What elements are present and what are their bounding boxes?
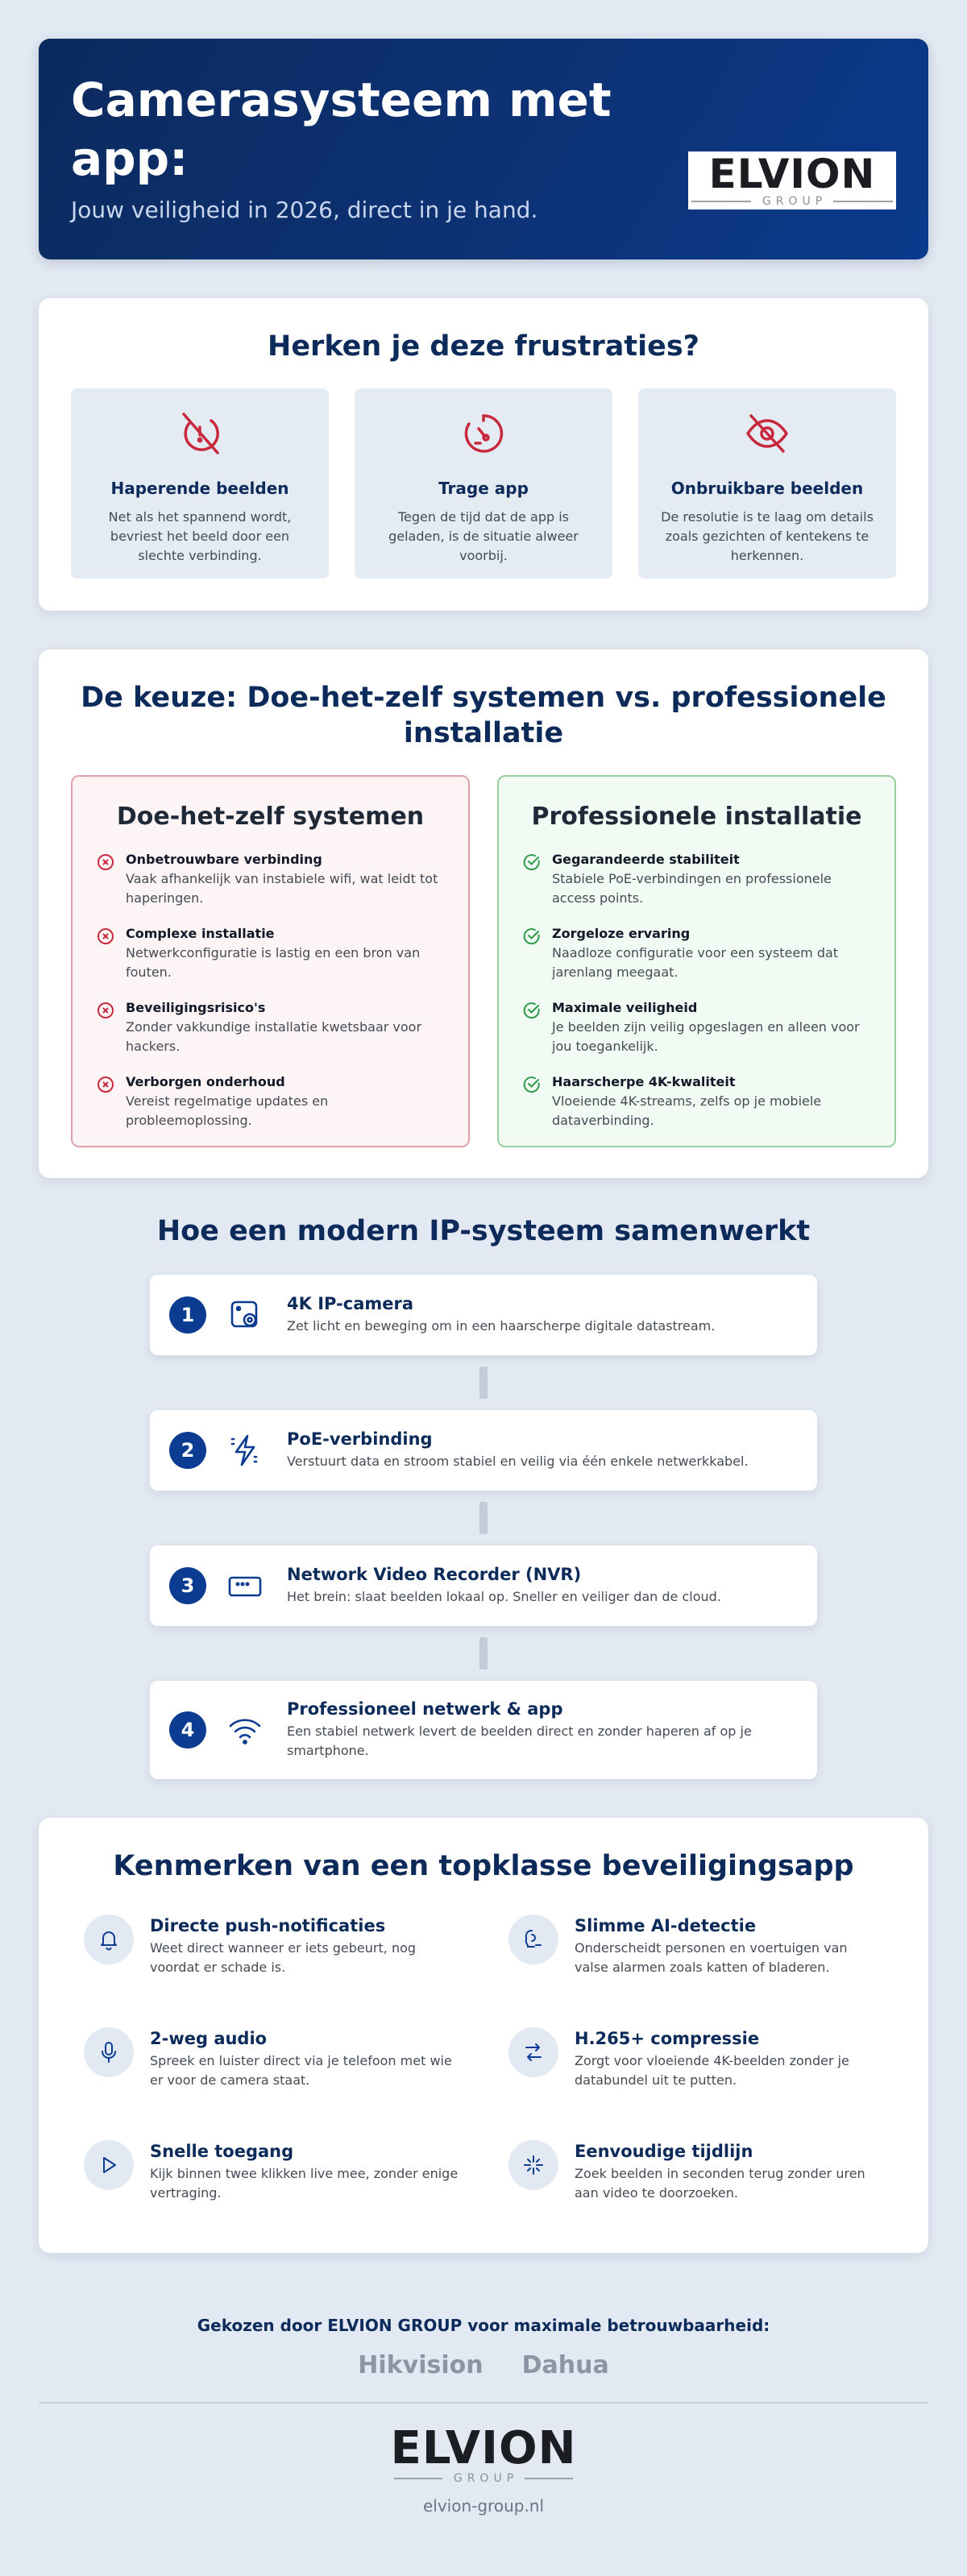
step-card xyxy=(150,1410,817,1491)
check-circle-icon xyxy=(523,1076,541,1093)
pro-item-title: Gegarandeerde stabiliteit xyxy=(552,852,740,867)
feature-icon-circle xyxy=(84,1914,134,1964)
step-connector xyxy=(479,1367,488,1399)
feature-item xyxy=(84,1914,459,1997)
logo-wordmark: ELVION xyxy=(708,150,876,197)
pro-column-title: Professionele installatie xyxy=(531,803,862,831)
step-card xyxy=(150,1275,817,1355)
frustration-title: Haperende beelden xyxy=(110,479,289,498)
wifi-icon xyxy=(227,1712,263,1748)
feature-icon-circle xyxy=(508,2027,558,2077)
frustrations-section xyxy=(39,298,928,611)
feature-icon-circle xyxy=(84,2027,134,2077)
feature-text: Spreek en luister direct via je telefoon met wie er voor de camera staat. xyxy=(150,2053,452,2088)
partner-brands xyxy=(39,2351,928,2379)
step-text: Het brein: slaat beelden lokaal op. Sneller en veiliger dan de cloud. xyxy=(287,1589,721,1604)
feature-text: Onderscheidt personen en voertuigen van valse alarmen zoals katten of bladeren. xyxy=(575,1940,848,1975)
features-title: Kenmerken van een topklasse beveiligingsapp xyxy=(113,1850,854,1882)
feature-title: 2-weg audio xyxy=(150,2029,268,2048)
step-number: 3 xyxy=(169,1567,206,1604)
step-text: Verstuurt data en stroom stabiel en veilig via één enkele netwerkkabel. xyxy=(287,1454,749,1469)
step-card xyxy=(150,1545,817,1626)
x-circle-icon xyxy=(97,853,114,871)
hero-banner xyxy=(39,39,928,259)
eye-off-icon xyxy=(743,409,791,458)
compress-arrows-icon xyxy=(521,2040,546,2064)
diy-list xyxy=(97,850,444,1130)
slow-gauge-icon xyxy=(459,409,508,458)
pro-list xyxy=(523,850,870,1130)
feature-title: Snelle toegang xyxy=(150,2142,294,2161)
comparison-title: De keuze: Doe-het-zelf systemen vs. professionele installatie xyxy=(81,682,886,749)
diy-item-title: Complexe installatie xyxy=(126,926,275,941)
logo-rule xyxy=(833,201,893,202)
recorder-icon xyxy=(227,1568,263,1603)
frustration-text: De resolutie is te laag om details zoals gezichten of kentekens te herkennen. xyxy=(661,509,874,563)
frustration-card xyxy=(71,388,329,579)
step-title: Network Video Recorder (NVR) xyxy=(287,1565,582,1584)
feature-title: H.265+ compressie xyxy=(575,2029,760,2048)
diy-item-text: Vereist regelmatige updates en probleemoplossing. xyxy=(126,1093,329,1128)
comparison-section xyxy=(39,649,928,1178)
pro-list-item xyxy=(523,1072,870,1130)
footer-logo xyxy=(39,2422,928,2485)
diy-item-title: Onbetrouwbare verbinding xyxy=(126,852,322,867)
step-text: Zet licht en beweging om in een haarscherpe digitale datastream. xyxy=(287,1318,716,1334)
diy-column xyxy=(71,775,470,1147)
logo-tagline: GROUP xyxy=(762,194,828,208)
partners-heading: Gekozen door ELVION GROUP voor maximale betrouwbaarheid: xyxy=(197,2316,770,2335)
logo-tagline-row xyxy=(394,2472,573,2485)
hero-text xyxy=(71,71,667,223)
brand-hikvision: Hikvision xyxy=(358,2351,484,2379)
pro-item-text: Vloeiende 4K-streams, zelfs op je mobiele dataverbinding. xyxy=(552,1093,822,1128)
frustration-text: Tegen de tijd dat de app is geladen, is de situatie alweer voorbij. xyxy=(388,509,579,563)
step-title: 4K IP-camera xyxy=(287,1294,414,1313)
feature-icon-circle xyxy=(508,1914,558,1964)
step-number: 4 xyxy=(169,1711,206,1748)
footer-divider xyxy=(39,2402,928,2404)
logo-tagline: GROUP xyxy=(453,2472,519,2485)
brand-dahua: Dahua xyxy=(521,2351,609,2379)
comparison-grid xyxy=(71,775,896,1147)
logo-rule xyxy=(525,2478,573,2479)
feature-title: Slimme AI-detectie xyxy=(575,1916,757,1935)
diy-list-item xyxy=(97,850,444,908)
frustrations-grid xyxy=(71,388,896,579)
feature-item xyxy=(508,2027,883,2109)
pro-column xyxy=(497,775,896,1147)
frustration-card xyxy=(355,388,612,579)
logo-wordmark: ELVION xyxy=(390,2422,577,2474)
step-card xyxy=(150,1681,817,1779)
step-title: PoE-verbinding xyxy=(287,1429,433,1449)
diy-item-text: Vaak afhankelijk van instabiele wifi, wat leidt tot haperingen. xyxy=(126,871,438,906)
x-circle-icon xyxy=(97,927,114,945)
step-connector xyxy=(479,1502,488,1534)
feature-item xyxy=(84,2140,459,2222)
feature-text: Weet direct wanneer er iets gebeurt, nog voordat er schade is. xyxy=(150,1940,417,1975)
pro-item-text: Stabiele PoE-verbindingen en professionele access points. xyxy=(552,871,832,906)
feature-text: Zorgt voor vloeiende 4K-beelden zonder je databundel uit te putten. xyxy=(575,2053,849,2088)
feature-title: Eenvoudige tijdlijn xyxy=(575,2142,753,2161)
diy-item-text: Zonder vakkundige installatie kwetsbaar voor hackers. xyxy=(126,1019,422,1054)
logo-rule xyxy=(691,201,751,202)
features-section xyxy=(39,1818,928,2253)
feature-item xyxy=(508,1914,883,1997)
features-grid xyxy=(84,1914,883,2222)
pro-item-title: Zorgeloze ervaring xyxy=(552,926,691,941)
pro-list-item xyxy=(523,998,870,1056)
play-icon xyxy=(97,2153,121,2177)
logo-tagline-row xyxy=(691,195,893,208)
pro-list-item xyxy=(523,850,870,908)
frustration-title: Onbruikbare beelden xyxy=(670,479,864,498)
pro-item-text: Naadloze configuratie voor een systeem dat jarenlang meegaat. xyxy=(552,945,839,980)
feature-icon-circle xyxy=(508,2140,558,2190)
steps-flow xyxy=(150,1275,817,1779)
frustration-text: Net als het spannend wordt, bevriest het beeld door een slechte verbinding. xyxy=(108,509,292,563)
feature-icon-circle xyxy=(84,2140,134,2190)
footer xyxy=(39,2316,928,2516)
step-text: Een stabiel netwerk levert de beelden direct en zonder haperen af op je smartphone. xyxy=(287,1724,752,1758)
page-subtitle: Jouw veiligheid in 2026, direct in je hand. xyxy=(71,197,538,223)
ai-person-icon xyxy=(521,1927,546,1952)
feature-text: Zoek beelden in seconden terug zonder uren aan video te doorzoeken. xyxy=(575,2166,865,2201)
page-title: Camerasysteem met app: xyxy=(71,73,612,186)
diy-list-item xyxy=(97,998,444,1056)
feature-title: Directe push-notificaties xyxy=(150,1916,386,1935)
diy-list-item xyxy=(97,924,444,982)
x-circle-icon xyxy=(97,1002,114,1019)
no-signal-icon xyxy=(176,409,224,458)
x-circle-icon xyxy=(97,1076,114,1093)
feature-item xyxy=(508,2140,883,2222)
step-number: 1 xyxy=(169,1296,206,1334)
pro-item-title: Maximale veiligheid xyxy=(552,1000,698,1015)
frustrations-title: Herken je deze frustraties? xyxy=(268,330,699,363)
frustration-title: Trage app xyxy=(438,479,529,498)
step-title: Professioneel netwerk & app xyxy=(287,1699,563,1719)
pro-item-title: Haarscherpe 4K-kwaliteit xyxy=(552,1074,736,1089)
bell-icon xyxy=(97,1927,121,1952)
diy-column-title: Doe-het-zelf systemen xyxy=(116,803,425,831)
diy-item-text: Netwerkconfiguratie is lastig en een bron van fouten. xyxy=(126,945,421,980)
check-circle-icon xyxy=(523,1002,541,1019)
diy-item-title: Verborgen onderhoud xyxy=(126,1074,285,1089)
website-link[interactable]: elvion-group.nl xyxy=(422,2496,545,2516)
elvion-logo xyxy=(688,151,896,209)
check-circle-icon xyxy=(523,927,541,945)
microphone-icon xyxy=(97,2040,121,2064)
frustration-card xyxy=(638,388,896,579)
diy-list-item xyxy=(97,1072,444,1130)
step-connector xyxy=(479,1637,488,1670)
step-number: 2 xyxy=(169,1432,206,1469)
logo-rule xyxy=(394,2478,442,2479)
feature-text: Kijk binnen twee klikken live mee, zonder enige vertraging. xyxy=(150,2166,459,2201)
diy-item-title: Beveiligingsrisico's xyxy=(126,1000,266,1015)
camera-icon xyxy=(227,1297,263,1333)
sparkle-icon xyxy=(521,2153,546,2177)
pro-item-text: Je beelden zijn veilig opgeslagen en alleen voor jou toegankelijk. xyxy=(552,1019,860,1054)
power-bolt-icon xyxy=(227,1433,263,1468)
pro-list-item xyxy=(523,924,870,982)
steps-title: Hoe een modern IP-systeem samenwerkt xyxy=(156,1215,811,1247)
feature-item xyxy=(84,2027,459,2109)
check-circle-icon xyxy=(523,853,541,871)
